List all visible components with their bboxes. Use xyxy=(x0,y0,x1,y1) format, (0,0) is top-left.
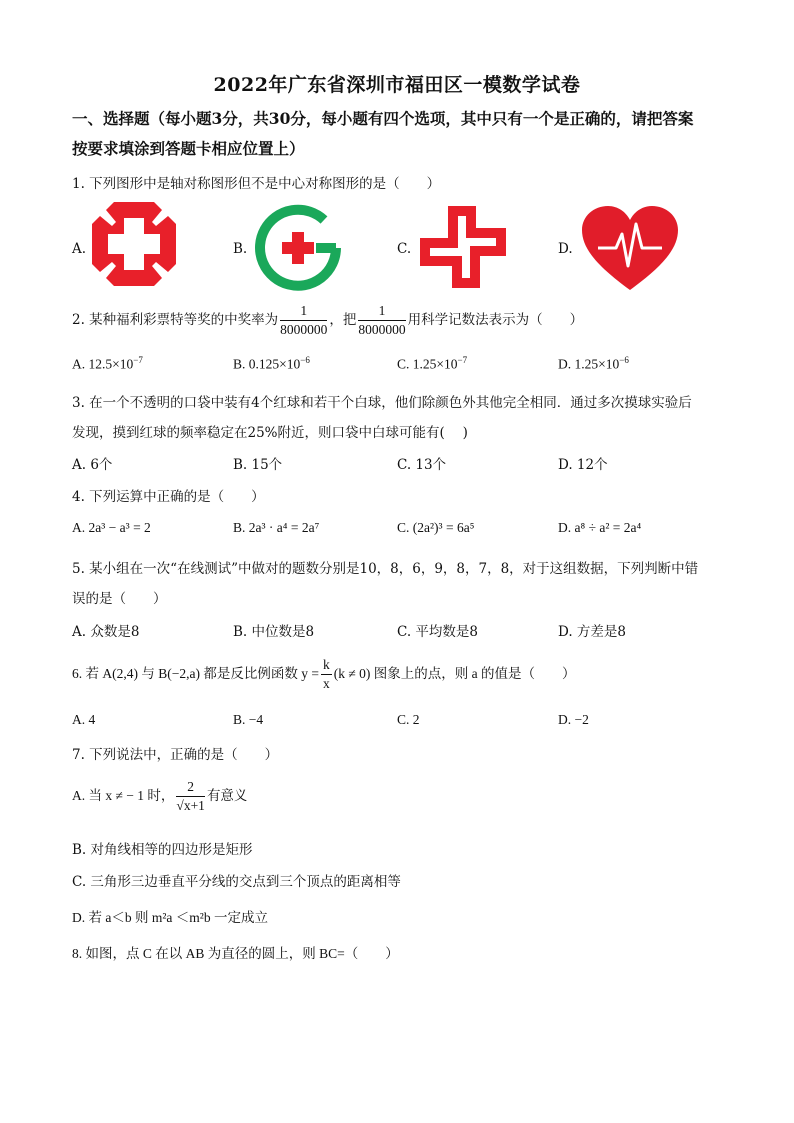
q4-option-d: D. a⁸ ÷ a² = 2a⁴ xyxy=(558,520,642,535)
q2-mid: ，把 xyxy=(329,312,357,328)
q2-option-d-exp: −6 xyxy=(619,355,629,365)
q5-option-d: D. 方差是8 xyxy=(558,624,627,640)
q2-fraction-2-numerator: 1 xyxy=(358,302,405,321)
q7-option-d: D. 若 a＜b 则 m²a ＜m²b 一定成立 xyxy=(72,910,268,925)
q2-option-a xyxy=(72,355,143,373)
q7-option-b: B. 对角线相等的四边形是矩形 xyxy=(72,842,253,858)
q6-option-c: C. 2 xyxy=(397,712,420,727)
q3-option-d: D. 12个 xyxy=(558,457,608,473)
section-heading-line1: 一、选择题（每小题3分，共30分，每小题有四个选项，其中只有一个是正确的，请把答案 xyxy=(72,109,694,128)
question-7: 7. 下列说法中，正确的是（ ） xyxy=(72,747,279,763)
question-4: 4. 下列运算中正确的是（ ） xyxy=(72,489,265,505)
q7-option-a-prefix: A. 当 x ≠ − 1 时， xyxy=(72,788,175,803)
section-heading-line2: 按要求填涂到答题卡相应位置上） xyxy=(72,139,305,158)
q7-option-a-fraction xyxy=(176,778,205,815)
question-6 xyxy=(72,656,576,693)
question-1: 1. 下列图形中是轴对称图形但不是中心对称图形的是（ ） xyxy=(72,176,441,192)
q7-option-a-suffix: 有意义 xyxy=(206,788,248,804)
q2-fraction-2-denominator: 8000000 xyxy=(358,322,406,337)
q2-option-d xyxy=(558,355,629,373)
q5-option-a: A. 众数是8 xyxy=(72,624,140,640)
q6-fraction xyxy=(321,656,332,693)
q6-option-d: D. −2 xyxy=(558,712,589,727)
q6-option-a: A. 4 xyxy=(72,712,96,727)
q4-option-a: A. 2a³ − a³ = 2 xyxy=(72,520,151,535)
q2-option-c xyxy=(397,355,467,373)
q2-fraction-1-numerator: 1 xyxy=(280,302,327,321)
question-8: 8. 如图，点 C 在以 AB 为直径的圆上，则 BC=（ ） xyxy=(72,946,399,961)
q2-fraction-1-denominator: 8000000 xyxy=(280,322,328,337)
q2-option-b-exp: −6 xyxy=(300,355,310,365)
q2-option-c-text: C. 1.25×10 xyxy=(397,356,458,372)
red-cross-logo-figure xyxy=(90,200,178,288)
q1-label-d: D. xyxy=(558,241,573,257)
q5-option-c: C. 平均数是8 xyxy=(397,624,479,640)
q7-option-c: C. 三角形三边垂直平分线的交点到三个顶点的距离相等 xyxy=(72,874,401,890)
q2-option-b-text: B. 0.125×10 xyxy=(233,356,301,372)
q6-fraction-denominator: x xyxy=(322,676,330,691)
q2-prefix: 2. 某种福利彩票特等奖的中奖率为 xyxy=(72,312,279,328)
q7-option-a-numerator: 2 xyxy=(176,778,205,797)
q2-option-b xyxy=(233,355,310,373)
q1-label-a: A. xyxy=(72,241,87,257)
heart-pulse-figure xyxy=(580,204,680,292)
question-3-line2: 发现，摸到红球的频率稳定在25%附近，则口袋中白球可能有( ) xyxy=(72,425,468,441)
q2-option-c-exp: −7 xyxy=(457,355,468,365)
q2-option-d-text: D. 1.25×10 xyxy=(558,356,620,372)
q4-option-b: B. 2a³ · a⁴ = 2a⁷ xyxy=(233,520,320,535)
q2-option-a-exp: −7 xyxy=(133,355,143,365)
q6-option-b: B. −4 xyxy=(233,712,264,727)
green-circle-cross-figure xyxy=(254,204,346,292)
q6-fraction-numerator: k xyxy=(321,656,332,675)
q3-option-b: B. 15个 xyxy=(233,457,283,473)
q7-option-a xyxy=(72,778,247,815)
question-2 xyxy=(72,302,583,339)
question-5-line2: 误的是（ ） xyxy=(72,591,167,607)
red-offset-cross-figure xyxy=(418,204,508,290)
q7-option-a-denominator: √x+1 xyxy=(176,798,205,813)
q3-option-a: A. 6个 xyxy=(72,457,113,473)
q6-prefix: 6. 若 A(2,4) 与 B(−2,a) 都是反比例函数 y = xyxy=(72,666,319,681)
question-5-line1: 5. 某小组在一次“在线测试”中做对的题数分别是10，8，6，9，8，7，8，对于这组数据，下列判断中错 xyxy=(72,561,699,577)
q2-fraction-2 xyxy=(358,302,405,339)
q2-suffix: 用科学记数法表示为（ ） xyxy=(407,312,584,328)
q5-option-b: B. 中位数是8 xyxy=(233,624,315,640)
q1-label-b: B. xyxy=(233,241,248,257)
page-title: 2022年广东省深圳市福田区一模数学试卷 xyxy=(213,74,581,96)
q1-label-c: C. xyxy=(397,241,412,257)
question-3-line1: 3. 在一个不透明的口袋中装有4个红球和若干个白球，他们除颜色外其他完全相同．通过多次摸球实验后 xyxy=(72,395,692,411)
q2-fraction-1 xyxy=(280,302,327,339)
q6-suffix: (k ≠ 0) 图象上的点，则 a 的值是（ ） xyxy=(333,666,576,681)
q2-option-a-text: A. 12.5×10 xyxy=(72,356,134,372)
q3-option-c: C. 13个 xyxy=(397,457,447,473)
q4-option-c: C. (2a²)³ = 6a⁵ xyxy=(397,520,475,535)
